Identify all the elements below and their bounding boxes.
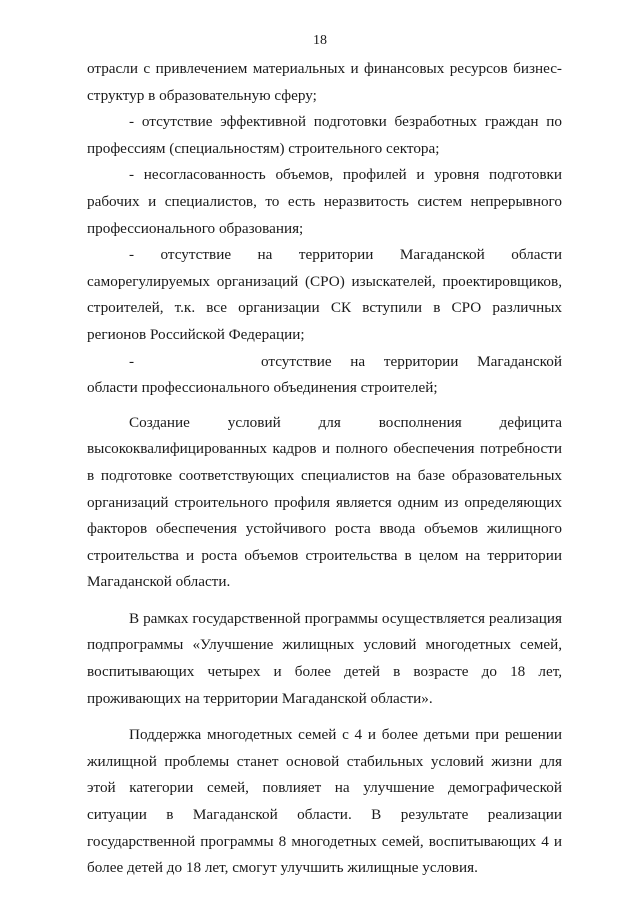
paragraph-bullet-sro: - отсутствие на территории Магаданской области саморегулируемых организаций (СРО) изыскателей, проектировщиков, строителей, т.к. все организации СК вступили в СРО различных регионов Российской Федерации; <box>87 246 562 343</box>
document-body <box>87 56 562 882</box>
paragraph-bullet-inconsistency: - несогласованность объемов, профилей и уровня подготовки рабочих и специалистов, то есть неразвитость систем непрерывного профессионального образования; <box>87 166 562 237</box>
paragraph-support: Поддержка многодетных семей с 4 и более детьми при решении жилищной проблемы станет основой стабильных условий жизни для этой категории семей, повлияет на улучшение демографической ситуации в Магаданской области. В результате реализации государственной программы 8 многодетных семей, воспитывающих 4 и более детей до 18 лет, смогут улучшить жилищные условия. <box>87 726 562 877</box>
paragraph-conditions: Создание условий для восполнения дефицита высококвалифицированных кадров и полного обеспечения потребности в подготовке соответствующих специалистов на базе образовательных организаций строительного профиля является одним из определяющих факторов обеспечения устойчивого роста ввода объемов жилищного строительства и роста объемов строительства в целом на территории Магаданской области. <box>87 413 562 591</box>
paragraph-bullet-training: - отсутствие эффективной подготовки безработных граждан по профессиям (специальностям) строительного сектора; <box>87 113 562 157</box>
page-number: 18 <box>313 33 327 48</box>
paragraph-subprogram: В рамках государственной программы осуществляется реализация подпрограммы «Улучшение жилищных условий многодетных семей, воспитывающих четырех и более детей в возрасте до 18 лет, проживающих на территории Магаданской области». <box>87 609 562 707</box>
bullet-dash: - <box>129 352 135 370</box>
paragraph-bullet-association <box>87 349 562 402</box>
bullet-association-text: отсутствие на территории Магаданской области профессионального объединения строителей; <box>87 352 562 397</box>
paragraph-continuation: отрасли с привлечением материальных и финансовых ресурсов бизнес-структур в образовательную сферу; <box>87 60 562 104</box>
